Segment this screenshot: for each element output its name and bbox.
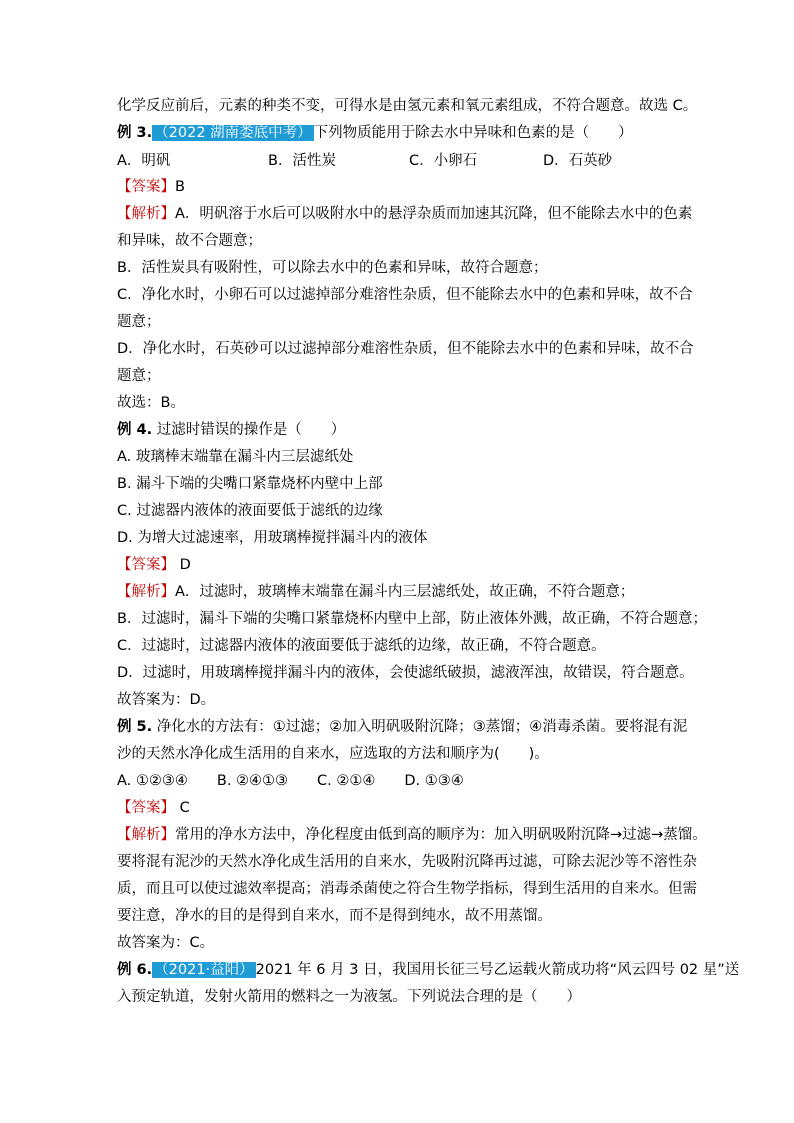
option-a: A. 玻璃棒末端靠在漏斗内三层滤纸处 [117, 449, 354, 465]
text-line: C．净化水时，小卵石可以过滤掉部分难溶性杂质，但不能除去水中的色素和异味，故不合 [117, 287, 693, 303]
text-line: 化学反应前后，元素的种类不变，可得水是由氢元素和氧元素组成，不符合题意。故选 C。 [117, 98, 698, 114]
example-5-analysis [117, 826, 707, 844]
option-c: C．小卵石 [409, 153, 478, 169]
text-line: 要注意，净水的目的是得到自来水，而不是得到纯水，故不用蒸馏。 [117, 908, 552, 924]
option-b: B．活性炭 [268, 153, 336, 169]
analysis-text: A．明矾溶于水后可以吸附水中的悬浮杂质而加速其沉降，但不能除去水中的色素 [175, 206, 693, 222]
example-label: 例 4. [117, 422, 153, 438]
example-3-options [117, 152, 612, 170]
option-a: A．明矾 [117, 153, 171, 169]
text-line: D．过滤时，用玻璃棒搅拌漏斗内的液体，会使滤纸破损，滤液浑浊，故错误，符合题意。 [117, 665, 694, 681]
example-5-options: A. ①②③④ B. ②④①③ C. ②①④ D. ①③④ [117, 773, 464, 789]
analysis-label: 【解析】 [117, 827, 175, 843]
text-line: 题意； [117, 368, 161, 384]
example-6-question [117, 961, 739, 979]
option-d: D. 为增大过滤速率，用玻璃棒搅拌漏斗内的液体 [117, 530, 428, 546]
text-line: 沙的天然水净化成生活用的自来水，应选取的方法和顺序为( )。 [117, 746, 549, 762]
text-line: 质，而且可以使过滤效率提高；消毒杀菌使之符合生物学指标，得到生活用的自来水。但需 [117, 881, 697, 897]
text-line: B．过滤时，漏斗下端的尖嘴口紧靠烧杯内壁中上部，防止液体外溅，故正确，不符合题意； [117, 611, 707, 627]
question-text: 下列物质能用于除去水中异味和色素的是（ ） [313, 125, 633, 141]
example-3-analysis [117, 205, 692, 223]
example-label: 例 3. [117, 125, 153, 141]
source-tag: （2021·益阳） [154, 962, 254, 978]
answer-label: 【答案】 [117, 179, 175, 195]
answer-label: 【答案】 [117, 800, 175, 816]
example-3-question [117, 124, 633, 142]
source-tag: （2022 湖南娄底中考） [154, 125, 312, 141]
example-5-answer [117, 799, 190, 817]
example-4-answer [117, 556, 191, 574]
analysis-text: 常用的净水方法中，净化程度由低到高的顺序为：加入明矾吸附沉降→过滤→蒸馏。 [175, 827, 707, 843]
example-label: 例 6. [117, 962, 153, 978]
analysis-text: A．过滤时，玻璃棒末端靠在漏斗内三层滤纸处，故正确，不符合题意； [175, 584, 635, 600]
text-line: 入预定轨道，发射火箭用的燃料之一为液氢。下列说法合理的是（ ） [117, 989, 581, 1005]
conclusion: 故答案为：D。 [117, 692, 216, 708]
answer-label: 【答案】 [117, 557, 175, 573]
text-line: 和异味，故不合题意； [117, 233, 262, 249]
analysis-label: 【解析】 [117, 206, 175, 222]
example-4-analysis [117, 583, 634, 601]
text-line: C．过滤时，过滤器内液体的液面要低于滤纸的边缘，故正确，不符合题意。 [117, 638, 606, 654]
question-text: 2021 年 6 月 3 日，我国用长征三号乙运载火箭成功将“风云四号 02 星”送 [255, 962, 740, 978]
example-4-question [117, 421, 345, 439]
answer-value: D [179, 557, 191, 573]
text-line: B．活性炭具有吸附性，可以除去水中的色素和异味，故符合题意； [117, 260, 548, 276]
option-b: B. 漏斗下端的尖嘴口紧靠烧杯内壁中上部 [117, 476, 383, 492]
answer-value: C [179, 800, 190, 816]
question-text: 净化水的方法有：①过滤；②加入明矾吸附沉降；③蒸馏；④消毒杀菌。要将混有泥 [156, 719, 688, 735]
conclusion: 故选：B。 [117, 395, 185, 411]
question-text: 过滤时错误的操作是（ ） [156, 422, 346, 438]
example-3-answer [117, 178, 185, 196]
text-line: D．净化水时，石英砂可以过滤掉部分难溶性杂质，但不能除去水中的色素和异味，故不合 [117, 341, 694, 357]
answer-value: B [175, 179, 185, 195]
analysis-label: 【解析】 [117, 584, 175, 600]
conclusion: 故答案为：C。 [117, 935, 215, 951]
example-label: 例 5. [117, 719, 153, 735]
option-d: D．石英砂 [543, 153, 613, 169]
text-line: 要将混有泥沙的天然水净化成生活用的自来水，先吸附沉降再过滤，可除去泥沙等不溶性杂 [117, 854, 697, 870]
text-line: 题意； [117, 314, 161, 330]
option-c: C. 过滤器内液体的液面要低于滤纸的边缘 [117, 503, 383, 519]
example-5-question [117, 718, 687, 736]
